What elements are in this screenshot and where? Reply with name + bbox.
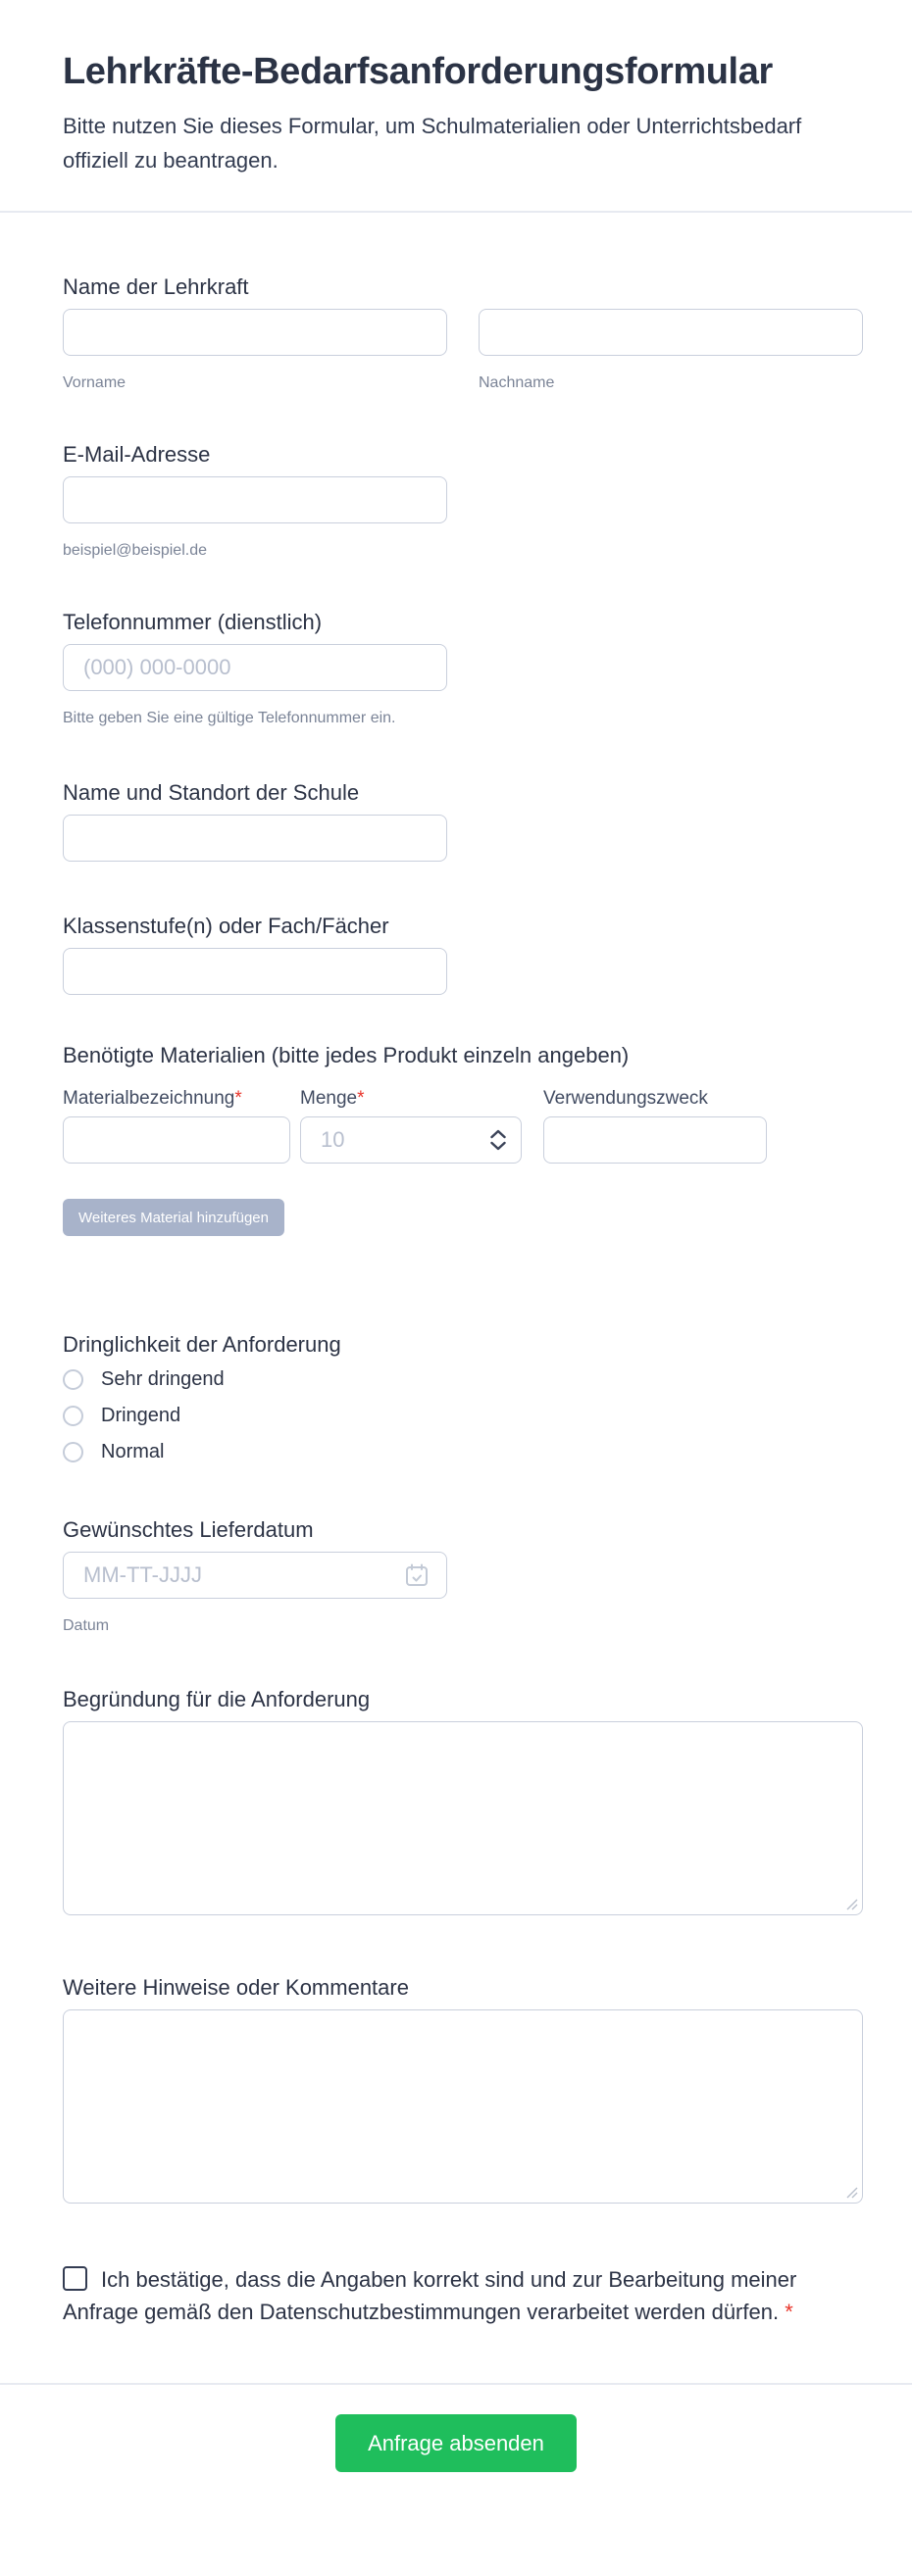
quantity-input[interactable]	[300, 1116, 522, 1164]
section-urgency	[63, 1331, 863, 1463]
section-materials	[63, 1042, 863, 1236]
comments-label: Weitere Hinweise oder Kommentare	[63, 1975, 409, 2000]
materials-label: Benötigte Materialien (bitte jedes Produkt einzeln angeben)	[63, 1043, 630, 1067]
grade-label: Klassenstufe(n) oder Fach/Fächer	[63, 914, 389, 938]
consent-checkbox[interactable]	[63, 2266, 87, 2291]
resize-handle-icon[interactable]	[846, 2187, 858, 2199]
comments-textarea[interactable]	[63, 2009, 863, 2204]
column-header-purpose: Verwendungszweck	[543, 1088, 708, 1109]
last-name-sublabel: Nachname	[479, 374, 555, 391]
date-input[interactable]	[63, 1552, 447, 1599]
section-consent	[63, 2263, 863, 2328]
email-label: E-Mail-Adresse	[63, 442, 211, 467]
calendar-icon[interactable]	[404, 1562, 430, 1588]
page-title: Lehrkräfte-Bedarfsanforderungsformular	[63, 51, 773, 92]
chevron-up-icon	[490, 1130, 506, 1139]
school-input[interactable]	[63, 815, 447, 862]
header-divider	[0, 211, 912, 213]
phone-label: Telefonnummer (dienstlich)	[63, 610, 323, 634]
phone-helper: Bitte geben Sie eine gültige Telefonnummer ein.	[63, 710, 396, 726]
first-name-input[interactable]	[63, 309, 447, 356]
radio-label[interactable]: Dringend	[101, 1405, 181, 1426]
grade-input[interactable]	[63, 948, 447, 995]
required-asterisk: *	[234, 1088, 242, 1109]
first-name-sublabel: Vorname	[63, 374, 127, 391]
email-input[interactable]	[63, 476, 447, 523]
delivery-date-label: Gewünschtes Lieferdatum	[63, 1517, 314, 1542]
section-phone	[63, 609, 863, 728]
consent-text: Ich bestätige, dass die Angaben korrekt sind und zur Bearbeitung meiner Anfrage gemäß den Datenschutzbestimmungen verarbeitet werden dürfen.	[63, 2267, 797, 2324]
radio-button[interactable]	[63, 1442, 83, 1462]
teacher-name-label: Name der Lehrkraft	[63, 274, 249, 299]
page-subtitle: Bitte nutzen Sie dieses Formular, um Schulmaterialien oder Unterrichtsbedarf offiziell zu beantragen.	[63, 114, 802, 173]
radio-option-sehr-dringend[interactable]	[63, 1368, 863, 1391]
chevron-down-icon	[490, 1142, 506, 1151]
column-header-quantity: Menge*	[300, 1088, 365, 1109]
email-helper: beispiel@beispiel.de	[63, 542, 207, 559]
resize-handle-icon[interactable]	[846, 1899, 858, 1910]
radio-label[interactable]: Sehr dringend	[101, 1368, 225, 1390]
required-asterisk: *	[785, 2300, 793, 2324]
radio-button[interactable]	[63, 1369, 83, 1390]
consent-row[interactable]	[63, 2263, 842, 2328]
radio-label[interactable]: Normal	[101, 1441, 165, 1462]
section-reason	[63, 1686, 863, 1915]
radio-option-dringend[interactable]	[63, 1405, 863, 1427]
column-header-material: Materialbezeichnung*	[63, 1088, 242, 1109]
last-name-input[interactable]	[479, 309, 863, 356]
date-helper: Datum	[63, 1617, 110, 1634]
section-comments	[63, 1974, 863, 2204]
section-email	[63, 441, 863, 561]
footer-divider	[0, 2383, 912, 2385]
phone-input[interactable]	[63, 644, 447, 691]
add-material-button[interactable]: Weiteres Material hinzufügen	[63, 1199, 284, 1236]
radio-button[interactable]	[63, 1406, 83, 1426]
submit-button[interactable]: Anfrage absenden	[335, 2414, 577, 2472]
material-name-input[interactable]	[63, 1116, 290, 1164]
reason-textarea[interactable]	[63, 1721, 863, 1915]
material-row	[63, 1116, 863, 1164]
urgency-label: Dringlichkeit der Anforderung	[63, 1332, 341, 1357]
section-delivery-date	[63, 1516, 863, 1636]
radio-option-normal[interactable]	[63, 1441, 863, 1463]
quantity-stepper[interactable]	[490, 1130, 506, 1151]
section-grade	[63, 913, 863, 995]
section-school	[63, 779, 863, 862]
school-label: Name und Standort der Schule	[63, 780, 360, 805]
purpose-input[interactable]	[543, 1116, 767, 1164]
section-teacher-name	[63, 273, 863, 393]
reason-label: Begründung für die Anforderung	[63, 1687, 371, 1711]
required-asterisk: *	[357, 1088, 365, 1109]
